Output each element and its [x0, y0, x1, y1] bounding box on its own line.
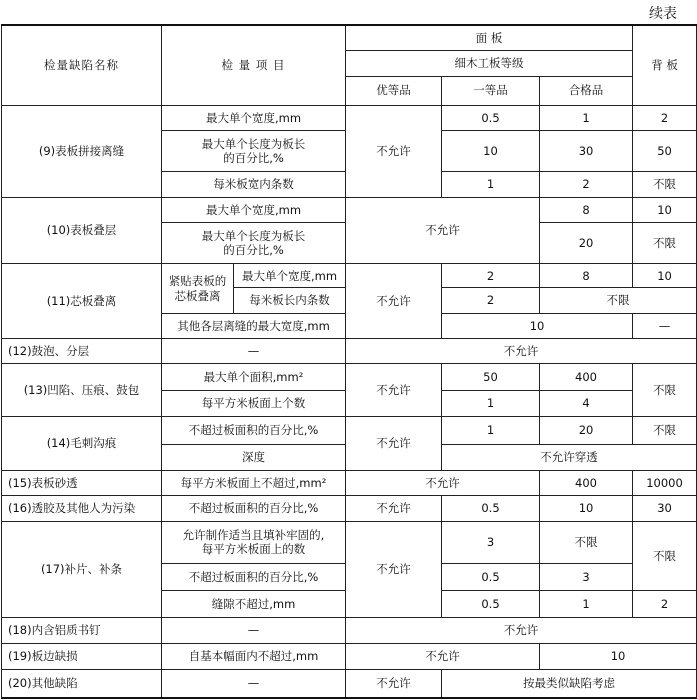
cell-qualified: 1 [540, 590, 633, 618]
inspect-item: 不超过板面积的百分比,% [162, 417, 346, 445]
table-row [2, 470, 697, 496]
cell-qualified: 1 [540, 105, 633, 131]
defect-name: (20)其他缺陷 [2, 669, 162, 698]
cell-back: 2 [633, 105, 697, 131]
cell-first: 0.5 [442, 496, 540, 522]
defect-name: (9)表板拼接离缝 [2, 105, 162, 197]
inspect-item: 最大单个宽度,mm [162, 197, 346, 223]
defect-limits-table [1, 24, 697, 699]
inspect-subgroup: 紧贴表板的 芯板叠离 [162, 264, 234, 313]
cell-back: 不限 [633, 223, 697, 264]
defect-name: (17)补片、补条 [2, 521, 162, 617]
cell-back: 不限 [633, 363, 697, 416]
cell-qualified: 2 [540, 172, 633, 198]
cell-first: 50 [442, 363, 540, 390]
cell-merged: 不允许 [346, 643, 540, 669]
cell-first: 1 [442, 390, 540, 417]
cell-back: 10 [633, 264, 697, 288]
inspect-item: 最大单个长度为板长 的百分比,% [162, 131, 346, 172]
inspect-item: — [162, 618, 346, 644]
header-grade-first: 一等品 [442, 76, 540, 105]
cell-qualified: 8 [540, 264, 633, 288]
cell-merged: 不限 [540, 288, 697, 314]
inspect-item: — [162, 669, 346, 698]
defect-name: (18)内含铝质书钉 [2, 618, 162, 644]
cell-first: 0.5 [442, 563, 540, 590]
inspect-item: 每平方米板面上个数 [162, 390, 346, 417]
header-face-panel: 面 板 [346, 25, 633, 51]
inspect-item: 每米板宽内条数 [162, 172, 346, 198]
cell-premium: 不允许 [346, 264, 442, 339]
cell-back: 50 [633, 131, 697, 172]
cell-first: 2 [442, 264, 540, 288]
cell-first: 1 [442, 417, 540, 445]
defect-name: (19)板边缺损 [2, 643, 162, 669]
inspect-item: 不超过板面积的百分比,% [162, 563, 346, 590]
continued-label: 续表 [649, 6, 677, 22]
cell-qualified: 3 [540, 563, 633, 590]
inspect-item: 不超过板面积的百分比,% [162, 496, 346, 522]
cell-first: 2 [442, 288, 540, 314]
cell-premium: 不允许 [346, 105, 442, 197]
cell-qualified: 20 [540, 417, 633, 445]
cell-merged: 不允许穿透 [442, 445, 697, 471]
cell-merged: 不允许 [346, 618, 697, 644]
defect-name: (13)凹陷、压痕、鼓包 [2, 363, 162, 416]
cell-qualified: 4 [540, 390, 633, 417]
header-defect-name: 检量缺陷名称 [2, 25, 162, 105]
cell-back: 2 [633, 590, 697, 618]
cell-first: 3 [442, 521, 540, 563]
cell-qualified: 10 [540, 496, 633, 522]
cell-first: 10 [442, 131, 540, 172]
cell-first: 0.5 [442, 105, 540, 131]
cell-qualified: 不限 [540, 521, 633, 563]
header-grade-title: 细木工板等级 [346, 51, 633, 77]
cell-back: 不限 [633, 172, 697, 198]
inspect-item: 每米板长内条数 [234, 288, 346, 314]
cell-qualified: 30 [540, 131, 633, 172]
cell-back: 10 [633, 197, 697, 223]
table-row [2, 197, 697, 223]
cell-merged: 不允许 [346, 339, 697, 364]
defect-name: (14)毛刺沟痕 [2, 417, 162, 470]
header-grade-premium: 优等品 [346, 76, 442, 105]
table-row [2, 105, 697, 131]
inspect-item: 自基本幅面内不超过,mm [162, 643, 346, 669]
inspect-item: 其他各层离缝的最大宽度,mm [162, 313, 346, 339]
inspect-item: 缝隙不超过,mm [162, 590, 346, 618]
cell-premium: 不允许 [346, 496, 442, 522]
defect-name: (15)表板砂透 [2, 470, 162, 496]
defect-name: (12)鼓泡、分层 [2, 339, 162, 364]
cell-back: — [633, 313, 697, 339]
defect-name: (11)芯板叠离 [2, 264, 162, 339]
inspect-item: 最大单个面积,mm² [162, 363, 346, 390]
table-row [2, 363, 697, 390]
inspect-item: 最大单个长度为板长 的百分比,% [162, 223, 346, 264]
cell-back: 10000 [633, 470, 697, 496]
cell-qualified: 400 [540, 363, 633, 390]
table-row [2, 643, 697, 669]
table-row [2, 618, 697, 644]
cell-qualified: 8 [540, 197, 633, 223]
table-row [2, 264, 697, 288]
cell-back: 不限 [633, 417, 697, 445]
header-grade-qualified: 合格品 [540, 76, 633, 105]
cell-back: 不限 [633, 521, 697, 590]
cell-premium: 不允许 [346, 363, 442, 416]
cell-merged: 按最类似缺陷考虑 [442, 669, 697, 698]
inspect-item: 最大单个宽度,mm [162, 105, 346, 131]
inspect-item: 允许制作适当且填补牢固的, 每平方米板面上的数 [162, 521, 346, 563]
cell-merged: 不允许 [346, 470, 540, 496]
inspect-item: 最大单个宽度,mm [234, 264, 346, 288]
inspect-item: — [162, 339, 346, 364]
cell-first: 1 [442, 172, 540, 198]
cell-merged: 10 [540, 643, 697, 669]
header-inspect-item: 检 量 项 目 [162, 25, 346, 105]
table-row [2, 339, 697, 364]
cell-merged: 10 [442, 313, 633, 339]
cell-qualified: 20 [540, 223, 633, 264]
inspect-item: 深度 [162, 445, 346, 471]
header-back-panel: 背 板 [633, 25, 697, 105]
table-row [2, 521, 697, 563]
cell-premium: 不允许 [346, 417, 442, 470]
cell-back: 30 [633, 496, 697, 522]
cell-premium: 不允许 [346, 521, 442, 617]
cell-premium: 不允许 [346, 669, 442, 698]
table-row [2, 417, 697, 445]
table-row [2, 669, 697, 698]
defect-name: (16)透胶及其他人为污染 [2, 496, 162, 522]
table-row [2, 496, 697, 522]
inspect-item: 每平方米板面上不超过,mm² [162, 470, 346, 496]
defect-name: (10)表板叠层 [2, 197, 162, 264]
cell-merged: 不允许 [346, 197, 540, 264]
cell-qualified: 400 [540, 470, 633, 496]
cell-first: 0.5 [442, 590, 540, 618]
